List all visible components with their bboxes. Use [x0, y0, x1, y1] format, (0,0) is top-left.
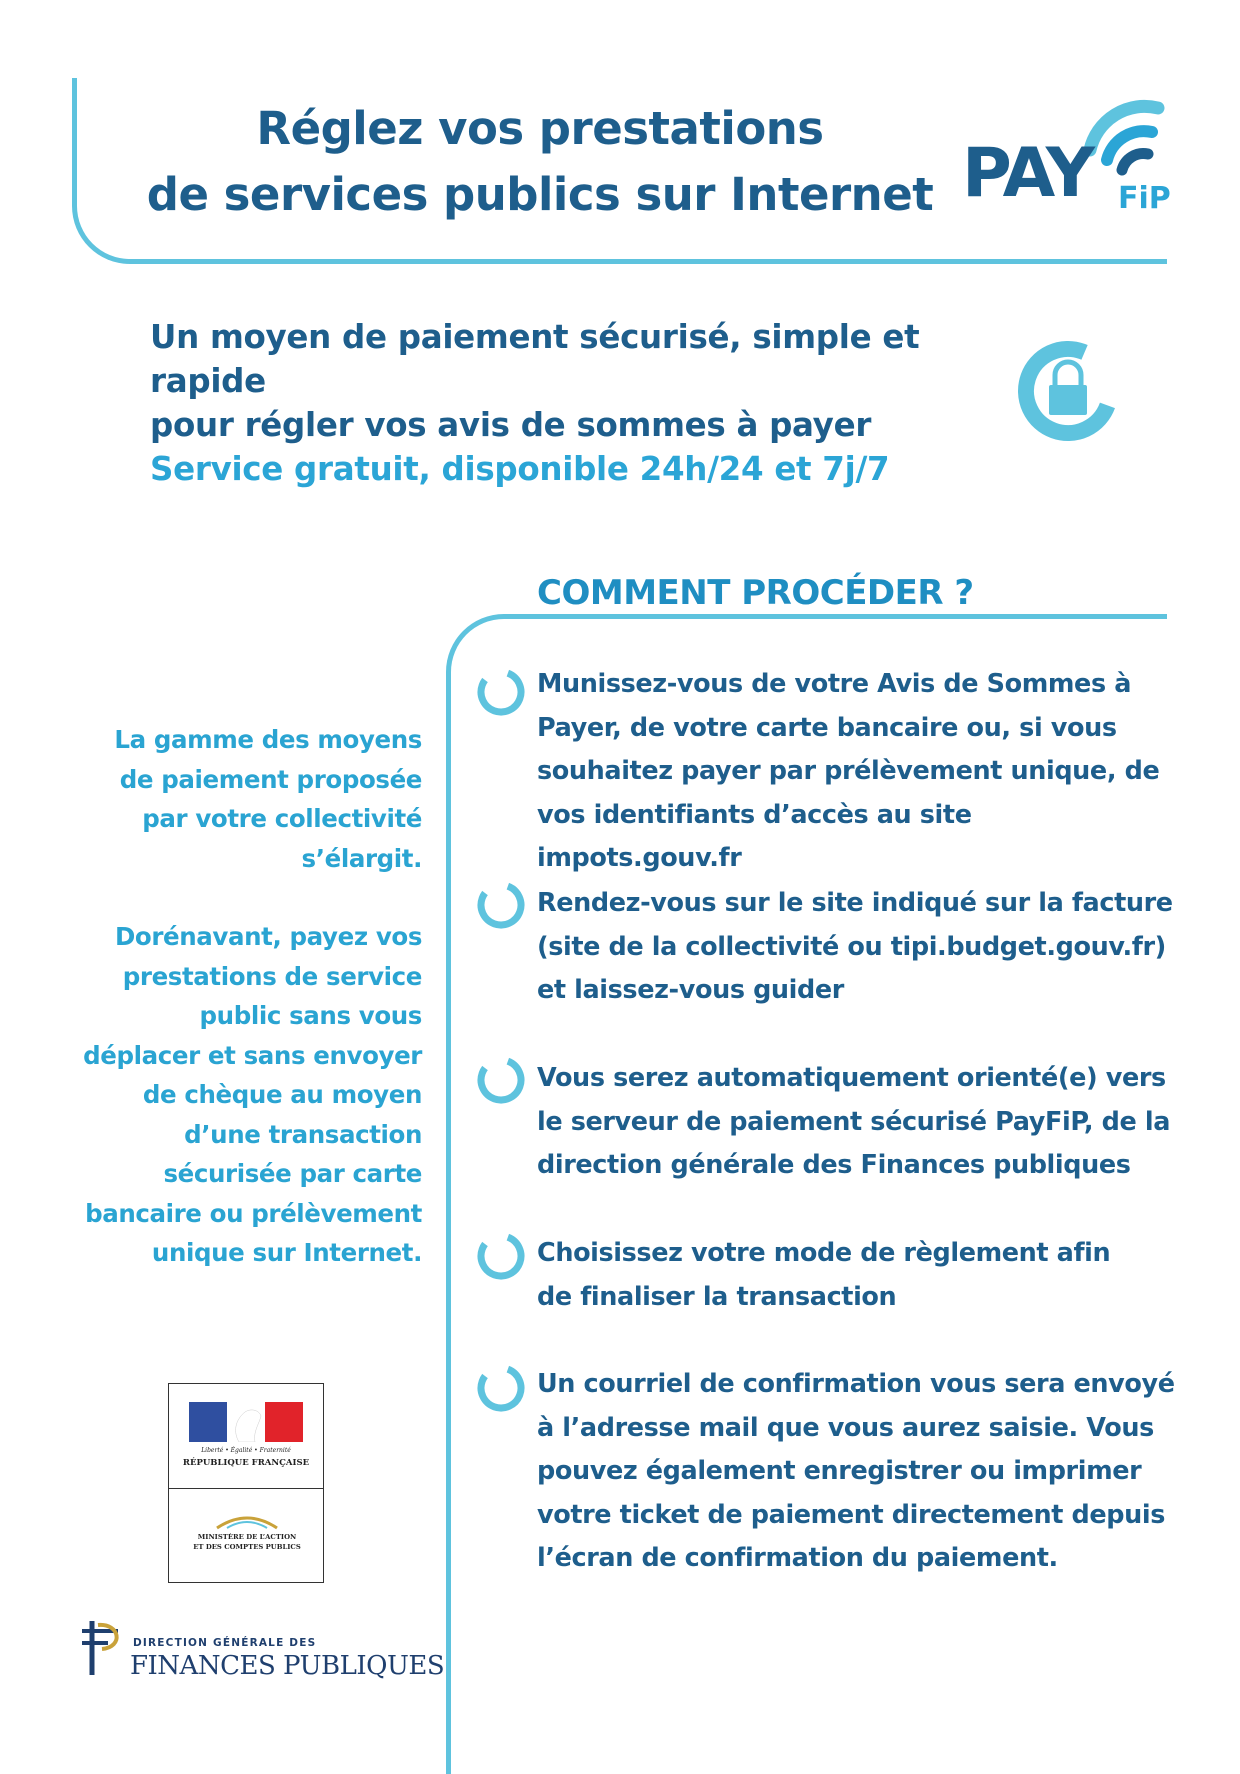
ministry-line-2: ET DES COMPTES PUBLICS: [193, 1543, 301, 1551]
subtitle-line-3: Service gratuit, disponible 24h/24 et 7j/7: [150, 450, 890, 488]
dgfip-monogram-icon: [78, 1617, 130, 1677]
step-4: Choisissez votre mode de règlement afin de finaliser la transaction: [537, 1238, 1111, 1312]
step-circle-icon: [473, 1052, 529, 1108]
rf-motto: Liberté • Égalité • Fraternité: [201, 1447, 291, 1454]
subtitle-block: [150, 315, 1010, 491]
intro-paragraph-1: La gamme des moyens de paiement proposée par votre collectivité s’élargit.: [114, 725, 422, 873]
step-2: Rendez-vous sur le site indiqué sur la facture (site de la collectivité ou tipi.budget.gouv.fr) et laissez-vous guider: [537, 888, 1173, 1005]
title-line-2: de services publics sur Internet: [146, 168, 934, 221]
step-3: Vous serez automatiquement orienté(e) vers le serveur de paiement sécurisé PayFiP, de la direction générale des Finances publiques: [537, 1063, 1171, 1180]
page-title: [140, 96, 940, 228]
payfip-logo: [962, 88, 1172, 218]
step-1: Munissez-vous de votre Avis de Sommes à Payer, de votre carte bancaire ou, si vous souhaitez payer par prélèvement unique, de vos identifiants d’accès au site impots.gouv.fr: [537, 669, 1160, 873]
step-5: Un courriel de confirmation vous sera envoyé à l’adresse mail que vous aurez saisie. Vous pouvez également enregistrer ou imprimer votre ticket de paiement directement depuis l’écran de confirmation du paiement.: [537, 1369, 1175, 1573]
step-circle-icon: [473, 1360, 529, 1416]
republique-francaise-logo: [168, 1383, 324, 1583]
ministry-arc-icon: [213, 1506, 281, 1530]
section-title: COMMENT PROCÉDER ?: [537, 573, 974, 613]
step-circle-icon: [473, 1228, 529, 1284]
step-circle-icon: [473, 664, 529, 720]
dgfip-line-1: DIRECTION GÉNÉRALE DES: [133, 1637, 317, 1649]
payfip-fip-text: FiP: [1118, 181, 1171, 216]
lock-icon: [1012, 335, 1124, 447]
step-circle-icon: [473, 877, 529, 933]
subtitle-line-1: Un moyen de paiement sécurisé, simple et rapide: [150, 318, 920, 400]
dgfip-logo: [78, 1617, 445, 1681]
rf-name: RÉPUBLIQUE FRANÇAISE: [182, 1458, 310, 1468]
title-line-1: Réglez vos prestations: [256, 102, 824, 155]
intro-paragraph-2: Dorénavant, payez vos prestations de service public sans vous déplacer et sans envoyer de chèque au moyen d’une transaction sécurisée par carte bancaire ou prélèvement unique sur Internet.: [83, 922, 422, 1267]
logo-divider: [169, 1488, 323, 1489]
ministry-line-1: MINISTÈRE DE L’ACTION: [197, 1533, 297, 1541]
intro-text: [80, 720, 422, 1312]
dgfip-line-2: FINANCES PUBLIQUES: [130, 1651, 445, 1681]
subtitle-line-2: pour régler vos avis de sommes à payer: [150, 406, 872, 444]
marianne-flag-icon: [189, 1402, 303, 1442]
ministry-name: [175, 1532, 319, 1552]
payfip-pay-text: PAY: [962, 134, 1092, 213]
